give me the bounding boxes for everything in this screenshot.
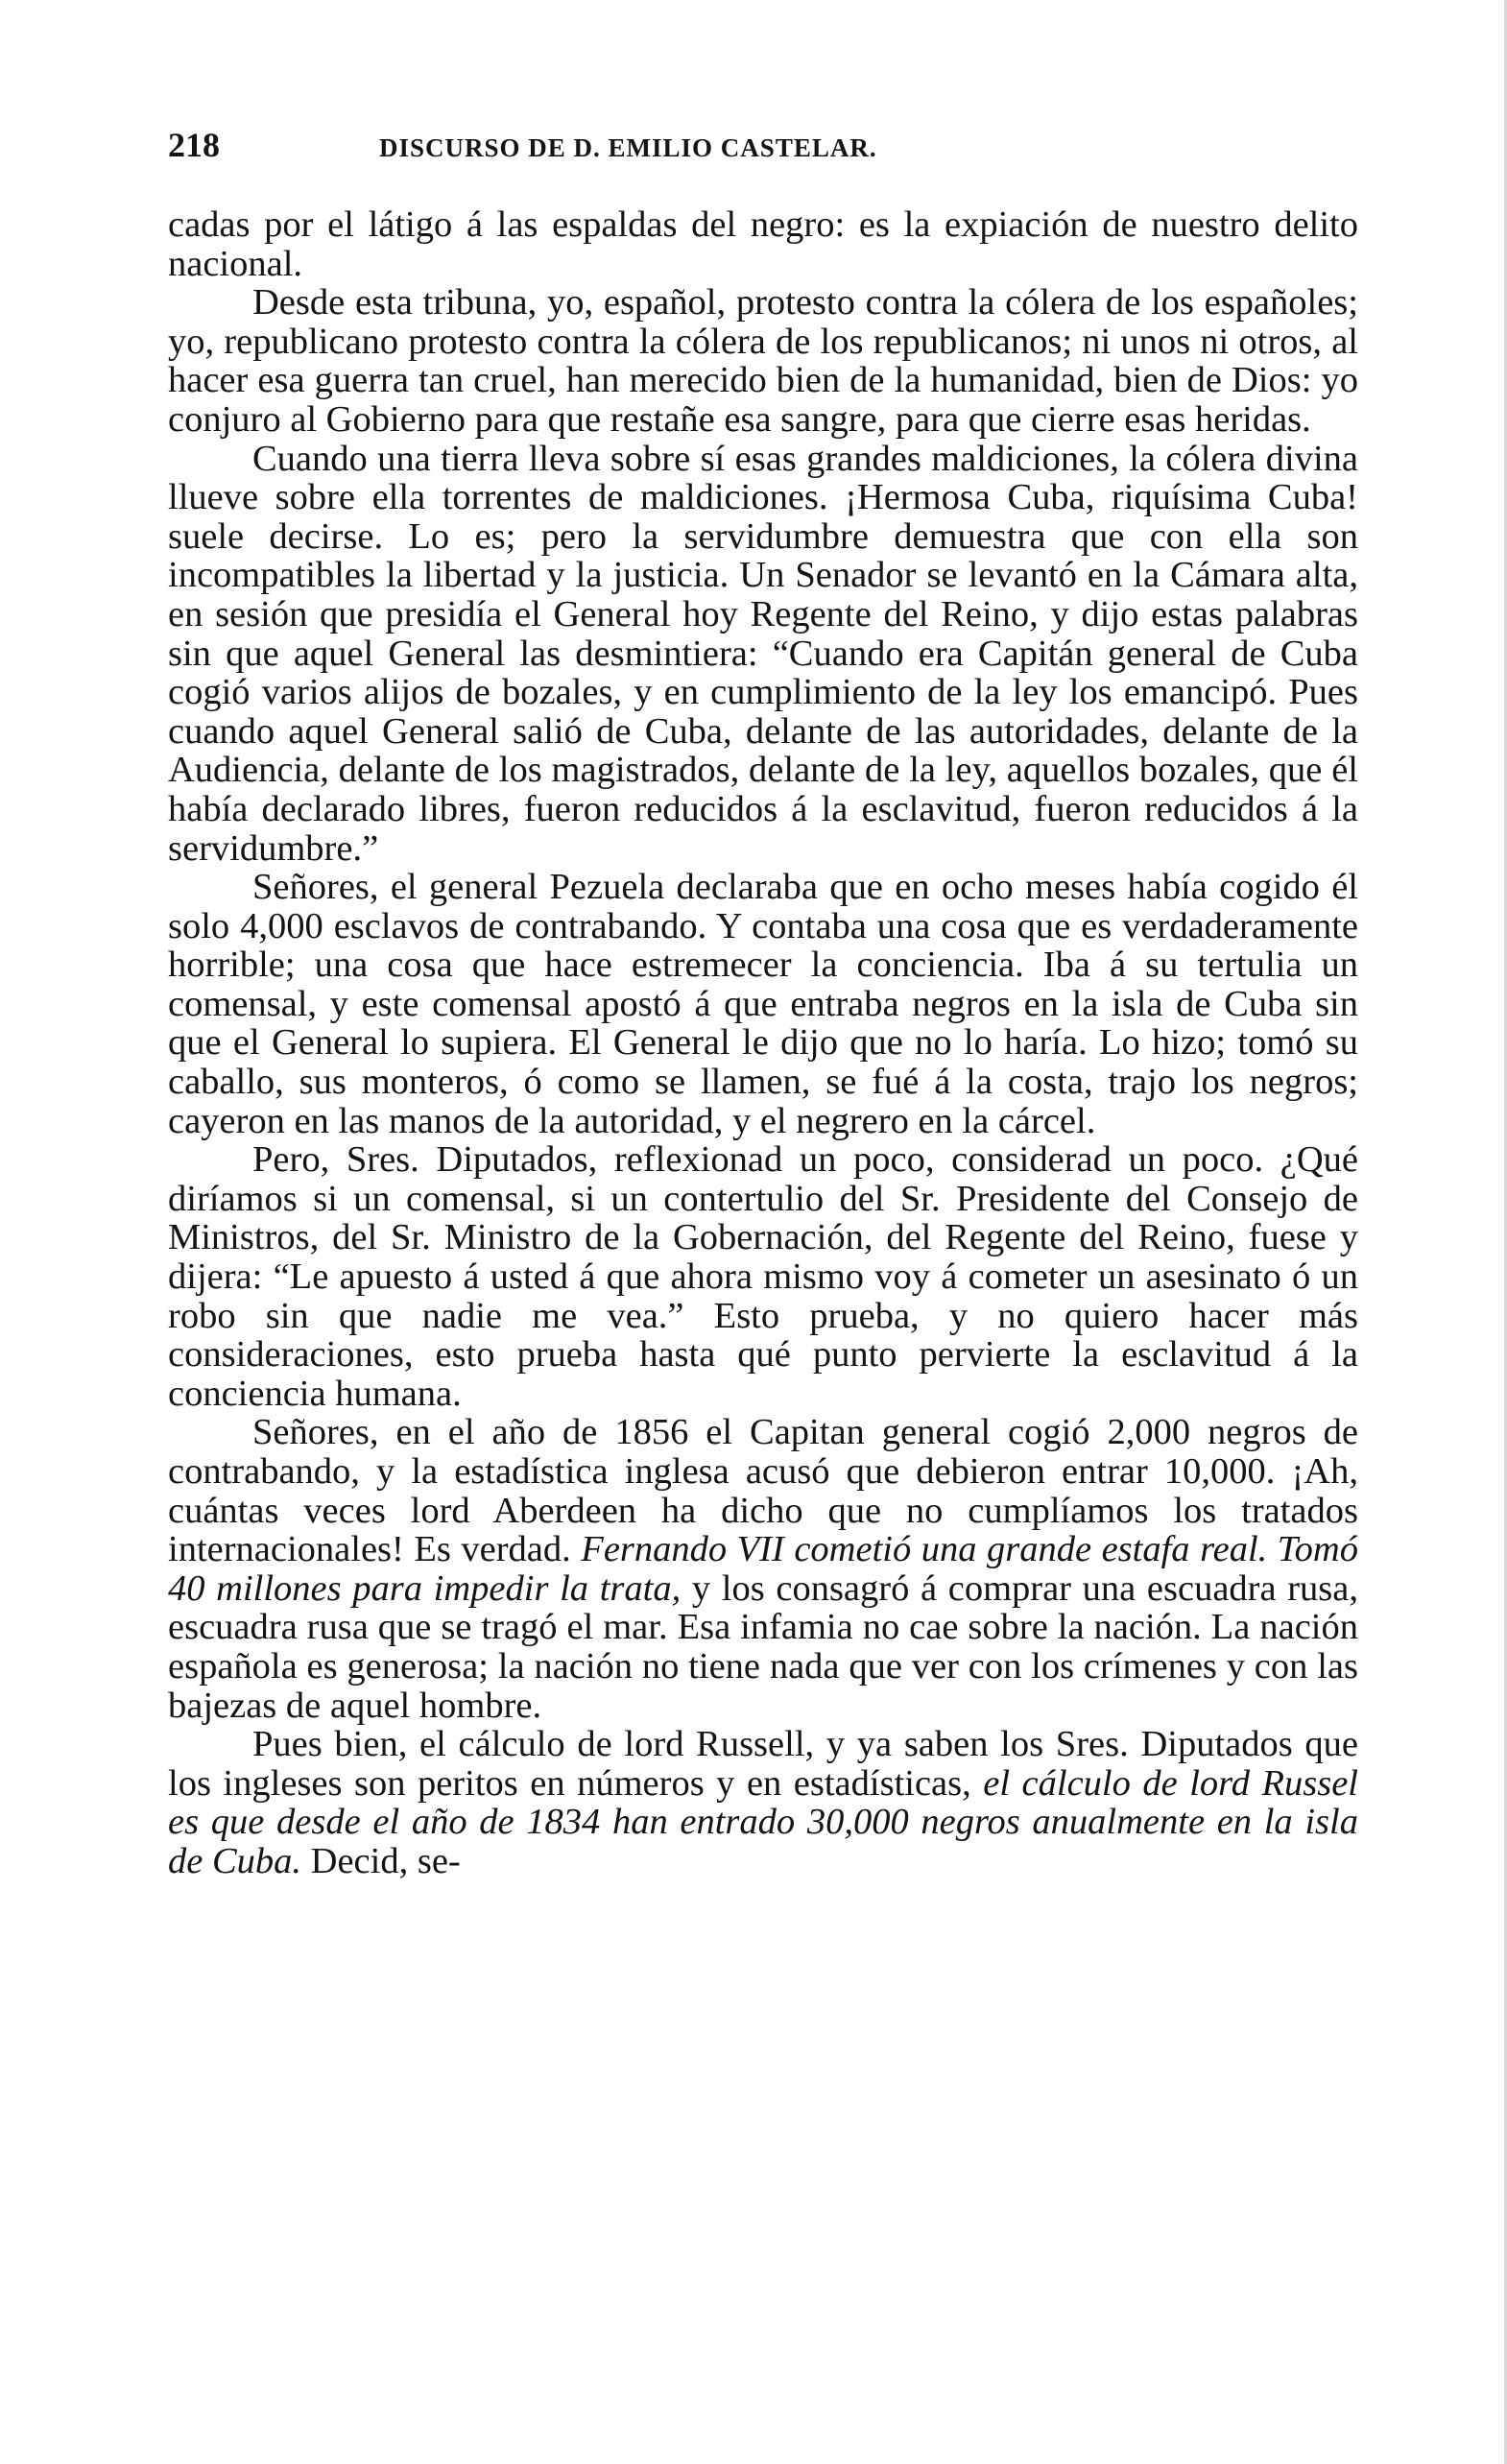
paragraph-7 — [168, 1725, 1358, 1880]
paragraph-6-text-end: y los consagró á comprar una escuadra rusa, escuadra rusa que se tragó el mar. Esa infamia no cae sobre la nación. La nación española es generosa; la nación no tiene nada que ver con los crímenes y con las bajezas de aquel hombre. — [168, 1567, 1358, 1726]
page-number: 218 — [168, 126, 220, 164]
book-page — [168, 125, 1358, 1881]
paragraph-5: Pero, Sres. Diputados, reflexionad un poco, considerad un poco. ¿Qué diríamos si un comensal, si un contertulio del Sr. Presidente del Consejo de Ministros, del Sr. Ministro de la Gobernación, del Regente del Reino, fuese y dijera: “Le apuesto á usted á que ahora mismo voy á cometer un asesinato ó un robo sin que nadie me vea.” Esto prueba, y no quiero hacer más consideraciones, esto prueba hasta qué punto pervierte la esclavitud á la conciencia humana. — [168, 1139, 1358, 1414]
paragraph-1: cadas por el látigo á las espaldas del negro: es la expiación de nuestro delito nacional. — [168, 204, 1358, 284]
paragraph-3: Cuando una tierra lleva sobre sí esas grandes maldiciones, la cólera divina llueve sobre ella torrentes de maldiciones. ¡Hermosa Cuba, riquísima Cuba! suele decirse. Lo es; pero la servidumbre demuestra que con ella son incompatibles la libertad y la justicia. Un Senador se levantó en la Cámara alta, en sesión que presidía el General hoy Regente del Reino, y dijo estas palabras sin que aquel General las desmintiera: “Cuando era Capitán general de Cuba cogió varios alijos de bozales, y en cumplimiento de la ley los emancipó. Pues cuando aquel General salió de Cuba, delante de las autoridades, delante de la Audiencia, delante de los magistrados, delante de la ley, aquellos bozales, que él había declarado libres, fueron reducidos á la esclavitud, fueron reducidos á la servidumbre.” — [168, 438, 1358, 869]
paragraph-6-text: Señores, en el año de 1856 el Capitan general cogió 2,000 negros de contrabando, y la estadística inglesa acusó que debieron entrar 10,000. ¡Ah, cuántas veces lord Aberdeen ha dicho que no cumplíamos los tratados internacionales! Es verdad. — [168, 1412, 1358, 1570]
paragraph-6 — [168, 1413, 1358, 1725]
page-header — [168, 125, 1358, 182]
body-text — [168, 205, 1358, 1881]
running-title: DISCURSO DE D. EMILIO CASTELAR. — [379, 133, 877, 162]
paragraph-4: Señores, el general Pezuela declaraba que en ocho meses había cogido él solo 4,000 esclavos de contrabando. Y contaba una cosa que es verdaderamente horrible; una cosa que hace estremecer la conciencia. Iba á su tertulia un comensal, y este comensal apostó á que entraba negros en la isla de Cuba sin que el General lo supiera. El General le dijo que no lo haría. Lo hizo; tomó su caballo, sus monteros, ó como se llamen, se fué á la costa, trajo los negros; cayeron en las manos de la autoridad, y el negrero en la cárcel. — [168, 867, 1358, 1141]
paragraph-6-italic: Fernando VII cometió una grande estafa real. Tomó 40 millones para impedir la trata, — [168, 1529, 1358, 1609]
paragraph-7-text-end: Decid, se- — [301, 1840, 461, 1881]
paragraph-2: Desde esta tribuna, yo, español, protesto contra la cólera de los españoles; yo, republicano protesto contra la cólera de los republicanos; ni unos ni otros, al hacer esa guerra tan cruel, han merecido bien de la humanidad, bien de Dios: yo conjuro al Gobierno para que restañe esa sangre, para que cierre esas heridas. — [168, 282, 1358, 440]
paragraph-7-italic: el cálculo de lord Russel es que desde el año de 1834 han entrado 30,000 negros anualmente en la isla de Cuba. — [168, 1762, 1358, 1881]
paragraph-7-text: Pues bien, el cálculo de lord Russell, y ya saben los Sres. Diputados que los ingleses son peritos en números y en estadísticas, — [168, 1724, 1358, 1804]
